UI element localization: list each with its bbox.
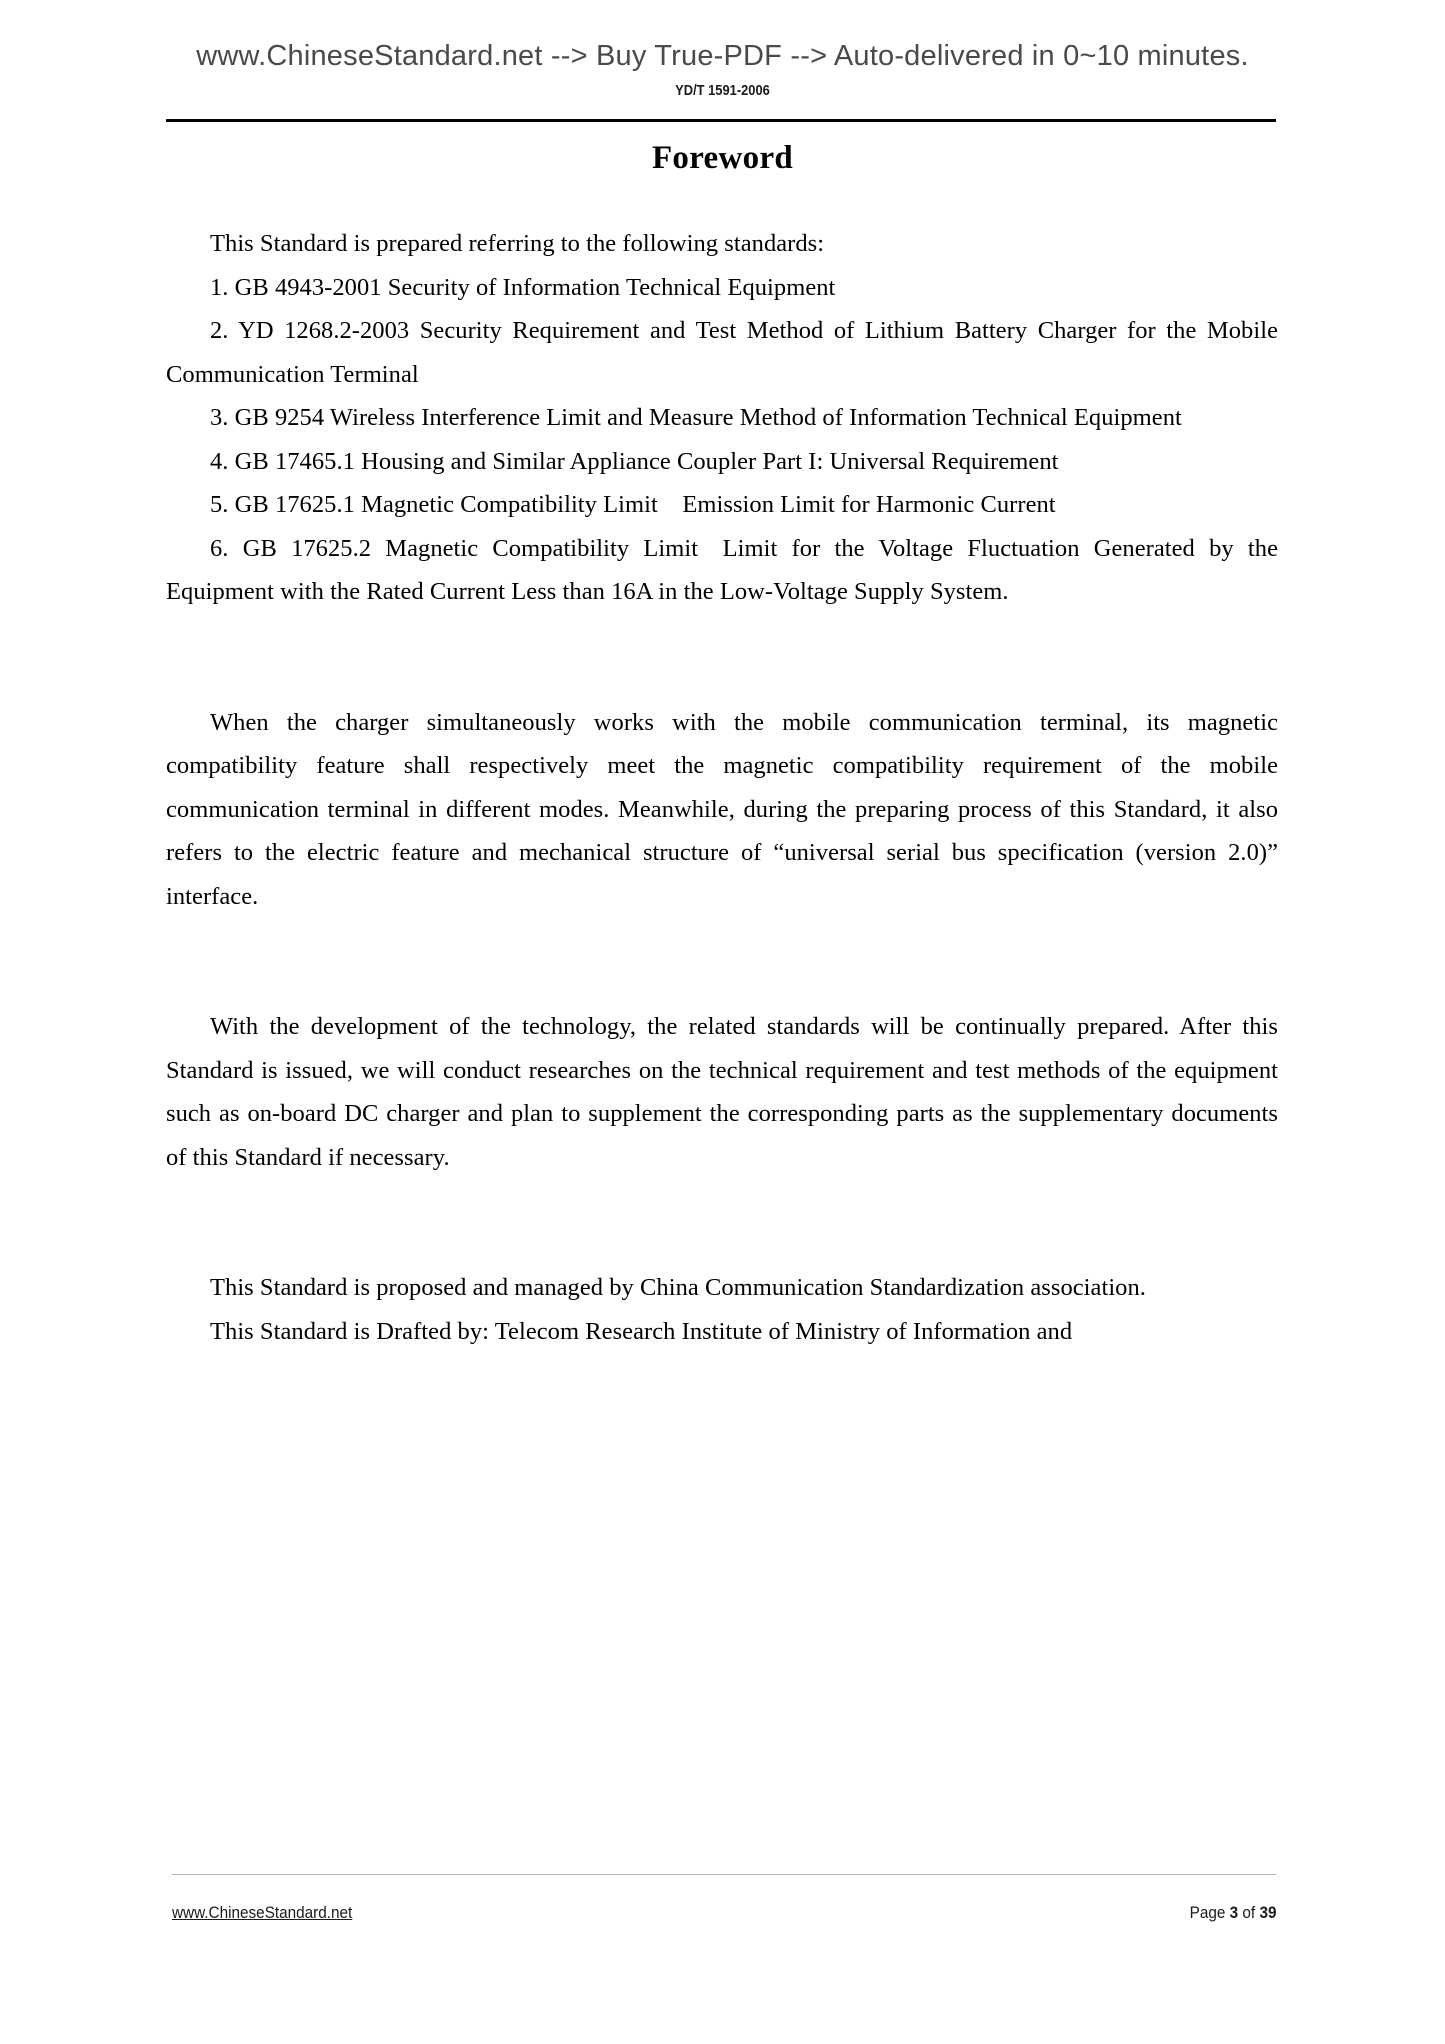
paragraph-future-development: With the development of the technology, the related standards will be continually prepared. After this Standard is issued, we will conduct researches on the technical requirement and test methods of the equipment such as on-board DC charger and plan to supplement the corresponding parts as the supplementary documents of this Standard if necessary. — [166, 1013, 1278, 1171]
paragraph-charger-compatibility: When the charger simultaneously works with the mobile communication terminal, its magnetic compatibility feature shall respectively meet the magnetic compatibility requirement of the mobile communication terminal in different modes. Meanwhile, during the preparing process of this Standard, it also refers to the electric feature and mechanical structure of “universal serial bus specification (version 2.0)” interface. — [166, 708, 1278, 910]
reference-item-3: 3. GB 9254 Wireless Interference Limit and Measure Method of Information Technical Equipment — [210, 404, 1182, 431]
standard-code: YD/T 1591-2006 — [675, 82, 770, 99]
paragraph-drafted-by: This Standard is Drafted by: Telecom Research Institute of Ministry of Information and — [210, 1317, 1073, 1345]
document-body — [166, 222, 1278, 1353]
footer-divider — [172, 1874, 1276, 1875]
header-divider — [166, 119, 1276, 122]
footer-page-indicator — [1189, 1903, 1276, 1923]
footer-page-total: 39 — [1258, 1903, 1276, 1922]
footer-page-middle: of — [1241, 1903, 1255, 1922]
footer-page-prefix: Page — [1189, 1903, 1225, 1922]
footer-site-link[interactable]: www.ChineseStandard.net — [172, 1903, 353, 1922]
reference-item-1: 1. GB 4943-2001 Security of Information Technical Equipment — [210, 273, 836, 301]
paragraph-proposed-managed-by: This Standard is proposed and managed by China Communication Standardization association. — [210, 1274, 1146, 1301]
reference-item-2: 2. YD 1268.2-2003 Security Requirement and Test Method of Lithium Battery Charger for the Mobile Communication Terminal — [166, 317, 1278, 388]
intro-line: This Standard is prepared referring to the following standards: — [210, 230, 825, 257]
paragraph-gap — [166, 918, 1278, 1005]
paragraph-gap — [166, 1179, 1278, 1266]
promo-banner: www.ChineseStandard.net --> Buy True-PDF --> Auto-delivered in 0~10 minutes. — [196, 40, 1249, 72]
reference-item-5: 5. GB 17625.1 Magnetic Compatibility Limit Emission Limit for Harmonic Current — [210, 491, 1056, 518]
paragraph-gap — [166, 614, 1278, 701]
page-footer — [172, 1903, 1276, 1923]
reference-item-6: 6. GB 17625.2 Magnetic Compatibility Limit Limit for the Voltage Fluctuation Generated by the Equipment with the Rated Current Less than 16A in the Low-Voltage Supply System. — [166, 534, 1278, 605]
footer-page-number: 3 — [1229, 1903, 1238, 1922]
referenced-standards-block — [166, 222, 1278, 614]
page-title: Foreword — [651, 140, 794, 176]
reference-item-4: 4. GB 17465.1 Housing and Similar Appliance Coupler Part I: Universal Requirement — [210, 447, 1059, 475]
